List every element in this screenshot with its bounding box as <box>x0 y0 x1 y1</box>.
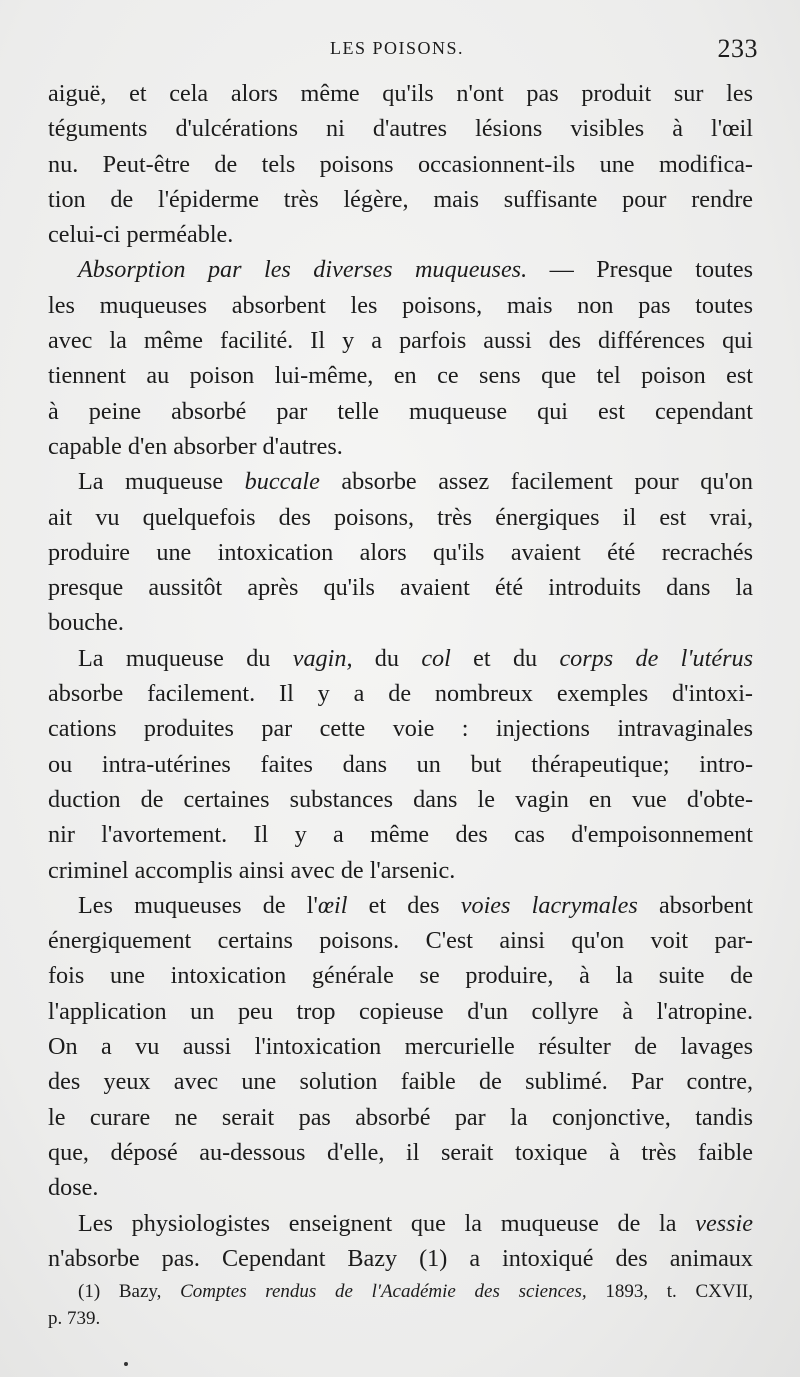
text-line <box>48 888 753 923</box>
footnote-source: Comptes rendus de l'Académie des sciences, <box>180 1281 587 1302</box>
text-line: dose. <box>48 1174 99 1202</box>
running-header <box>0 32 800 72</box>
text-line: nir l'avortement. Il y a même des cas d'empoisonnement <box>48 821 753 849</box>
ink-speck <box>124 1362 128 1366</box>
text-line: énergiquement certains poisons. C'est ainsi qu'on voit par- <box>48 927 753 955</box>
text-line <box>48 464 753 499</box>
emphasis: col <box>421 644 451 672</box>
text-fragment: Les physiologistes enseignent que la muqueuse de la <box>78 1209 696 1237</box>
text-line <box>48 1206 753 1241</box>
page-body <box>48 76 753 1276</box>
footnote-marker: (1) Bazy, <box>78 1281 181 1302</box>
text-line: bouche. <box>48 609 124 637</box>
heading-dash: — <box>527 256 597 284</box>
text-fragment: Presque toutes <box>596 256 754 284</box>
text-line: aiguë, et cela alors même qu'ils n'ont pas produit sur les <box>48 80 753 107</box>
text-line: que, déposé au-dessous d'elle, il serait toxique à très faible <box>48 1138 753 1166</box>
emphasis: œil <box>317 891 348 919</box>
text-line: presque aussitôt après qu'ils avaient été introduits dans la <box>48 574 753 602</box>
text-fragment: La muqueuse <box>78 468 245 496</box>
text-line: à peine absorbé par telle muqueuse qui est cependant <box>48 397 753 425</box>
text-line: tiennent au poison lui-même, en ce sens que tel poison est <box>48 362 753 390</box>
text-line <box>48 641 753 676</box>
text-line: des yeux avec une solution faible de sublimé. Par contre, <box>48 1068 753 1096</box>
emphasis: buccale <box>244 468 320 496</box>
section-heading: Absorption par les diverses muqueuses. <box>78 256 528 284</box>
text-line: produire une intoxication alors qu'ils avaient été recrachés <box>48 538 753 566</box>
paragraph-5 <box>48 888 753 1206</box>
text-line: avec la même facilité. Il y a parfois aussi des différences qui <box>48 327 753 355</box>
emphasis: corps de l'utérus <box>559 644 753 672</box>
text-line: ait vu quelquefois des poisons, très énergiques il est vrai, <box>48 503 753 531</box>
text-line: le curare ne serait pas absorbé par la conjonctive, tandis <box>48 1103 753 1131</box>
text-line: ou intra-utérines faites dans un but thérapeutique; intro- <box>48 750 753 778</box>
emphasis: vagin, <box>292 644 353 672</box>
text-fragment: La muqueuse du <box>78 644 293 672</box>
emphasis: vessie <box>695 1209 753 1237</box>
text-line: n'absorbe pas. Cependant Bazy (1) a intoxiqué des animaux <box>48 1244 753 1272</box>
footnote-reference: 1893, t. CXVII, <box>586 1281 753 1302</box>
paragraph-1 <box>48 76 753 252</box>
text-line: téguments d'ulcérations ni d'autres lésions visibles à l'œil <box>48 115 753 143</box>
text-line: nu. Peut-être de tels poisons occasionnent-ils une modifica- <box>48 150 753 178</box>
paragraph-6 <box>48 1206 753 1277</box>
text-line: capable d'en absorber d'autres. <box>48 432 343 460</box>
text-line: tion de l'épiderme très légère, mais suffisante pour rendre <box>48 185 753 213</box>
text-line: cations produites par cette voie : injections intravaginales <box>48 715 753 743</box>
text-fragment: et des <box>347 891 461 919</box>
text-line: duction de certaines substances dans le vagin en vue d'obte- <box>48 785 753 813</box>
running-title: LES POISONS. <box>330 38 465 58</box>
text-fragment: et du <box>450 644 560 672</box>
page-number: 233 <box>717 34 758 63</box>
text-line: criminel accomplis ainsi avec de l'arsenic. <box>48 856 456 884</box>
text-fragment: du <box>352 644 422 672</box>
paragraph-2 <box>48 252 753 464</box>
text-line: fois une intoxication générale se produire, à la suite de <box>48 962 753 990</box>
text-line <box>48 252 753 287</box>
footnote <box>48 1278 753 1332</box>
text-line: les muqueuses absorbent les poisons, mais non pas toutes <box>48 291 753 319</box>
text-fragment: Les muqueuses de l' <box>78 891 318 919</box>
text-line: l'application un peu trop copieuse d'un collyre à l'atropine. <box>48 997 753 1025</box>
text-fragment: absorbe assez facilement pour qu'on <box>319 468 753 496</box>
footnote-line <box>48 1278 753 1305</box>
text-line: absorbe facilement. Il y a de nombreux exemples d'intoxi- <box>48 680 753 708</box>
text-line: celui-ci perméable. <box>48 221 234 249</box>
footnote-line: p. 739. <box>48 1308 101 1329</box>
text-fragment: absorbent <box>637 891 753 919</box>
paragraph-3 <box>48 464 753 640</box>
text-line: On a vu aussi l'intoxication mercurielle résulter de lavages <box>48 1033 753 1061</box>
emphasis: voies lacrymales <box>460 891 638 919</box>
paragraph-4 <box>48 641 753 888</box>
